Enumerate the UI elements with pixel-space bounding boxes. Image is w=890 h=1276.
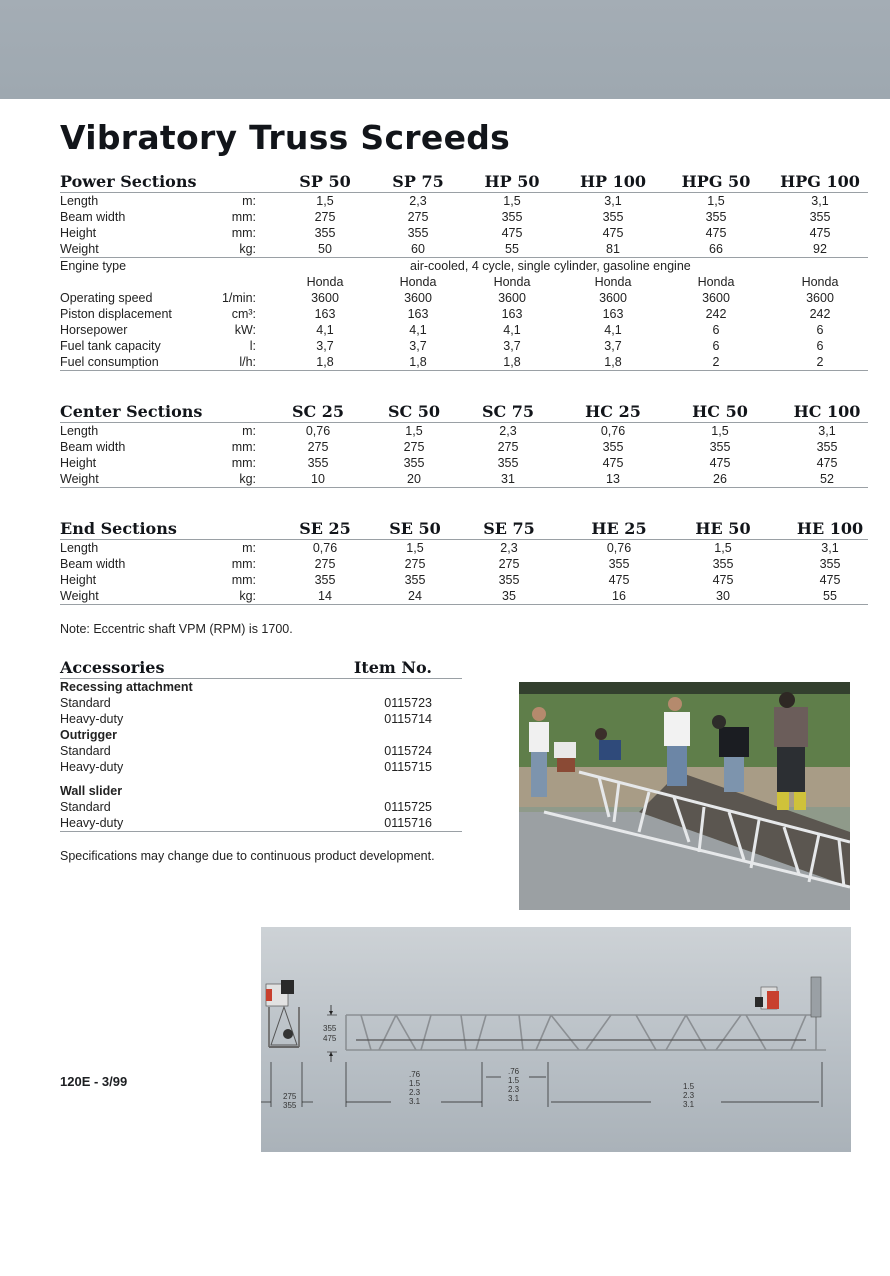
cell: 6 xyxy=(712,339,720,353)
table-row xyxy=(60,225,868,241)
row-unit: kW: xyxy=(234,323,256,337)
table-row xyxy=(60,322,868,338)
table-header xyxy=(60,170,868,193)
cell: 355 xyxy=(602,210,624,224)
segment-label: 2.3 xyxy=(409,1088,421,1097)
cell: 92 xyxy=(813,242,827,256)
engine-type-value: air-cooled, 4 cycle, single cylinder, gasoline engine xyxy=(410,259,691,273)
segment-label: 3.1 xyxy=(683,1100,695,1109)
cell: 3,7 xyxy=(604,339,622,353)
cell: 1,8 xyxy=(503,355,521,369)
cell: 3,1 xyxy=(811,194,829,208)
model-heading: SP 50 xyxy=(299,172,351,191)
table-row xyxy=(60,193,868,209)
item-number: 0115723 xyxy=(384,696,432,710)
model-heading: HC 25 xyxy=(585,402,641,421)
model-heading: HE 100 xyxy=(796,519,864,538)
power-sections-table xyxy=(60,170,868,371)
cell: 355 xyxy=(705,210,727,224)
center-rows xyxy=(60,423,868,488)
cell: 275 xyxy=(497,440,519,454)
table-row xyxy=(60,556,868,572)
cell: 275 xyxy=(307,440,329,454)
cell: 6 xyxy=(712,323,720,337)
page-title: Vibratory Truss Screeds xyxy=(60,118,511,157)
cell: 0,76 xyxy=(600,424,626,438)
cell: 475 xyxy=(819,573,841,587)
cell: 4,1 xyxy=(604,323,622,337)
cell: 14 xyxy=(318,589,332,603)
cell: 163 xyxy=(602,307,624,321)
cell: 1,5 xyxy=(316,194,334,208)
row-unit: m: xyxy=(242,194,256,208)
cell: 475 xyxy=(705,226,727,240)
cell: 242 xyxy=(705,307,727,321)
list-item xyxy=(60,759,462,775)
cell: 3600 xyxy=(599,291,627,305)
cell: 3,7 xyxy=(503,339,521,353)
model-heading: HC 100 xyxy=(793,402,861,421)
cell: 275 xyxy=(314,557,336,571)
cell: 275 xyxy=(314,210,336,224)
cell: 475 xyxy=(712,573,734,587)
list-item xyxy=(60,743,462,759)
accessories-heading: Accessories xyxy=(60,658,165,677)
cell: 1,5 xyxy=(707,194,725,208)
document-code: 120E - 3/99 xyxy=(60,1074,128,1089)
segment-label: 2.3 xyxy=(683,1091,695,1100)
cell: 163 xyxy=(501,307,523,321)
model-heading: HPG 50 xyxy=(681,172,751,191)
cell: 3600 xyxy=(311,291,339,305)
item-number: 0115725 xyxy=(384,800,432,814)
item-label: Standard xyxy=(60,696,111,710)
list-item xyxy=(60,695,462,711)
row-label: Height xyxy=(60,573,97,587)
row-unit: mm: xyxy=(231,210,256,224)
row-label: Operating speed xyxy=(60,291,153,305)
cell: 242 xyxy=(809,307,831,321)
segment-label: 1.5 xyxy=(409,1079,421,1088)
cell: Honda xyxy=(697,275,735,289)
table-row xyxy=(60,471,868,487)
cell: 3,1 xyxy=(818,424,836,438)
cell: 3,1 xyxy=(821,541,839,555)
cell: Honda xyxy=(594,275,632,289)
section-heading: Center Sections xyxy=(60,402,203,421)
item-number: 0115724 xyxy=(384,744,432,758)
section-heading: Power Sections xyxy=(60,172,197,191)
cell: 355 xyxy=(497,456,519,470)
cell: 0,76 xyxy=(606,541,632,555)
cell: 4,1 xyxy=(316,323,334,337)
row-label: Weight xyxy=(60,589,99,603)
item-number: 0115714 xyxy=(384,712,432,726)
section-heading: End Sections xyxy=(60,519,177,538)
cell: 6 xyxy=(816,339,824,353)
cell: 355 xyxy=(709,440,731,454)
model-heading: HPG 100 xyxy=(780,172,860,191)
cell: 163 xyxy=(407,307,429,321)
cell: 60 xyxy=(411,242,425,256)
table-row xyxy=(60,274,868,290)
cell: 475 xyxy=(602,226,624,240)
cell: 355 xyxy=(314,573,336,587)
cell: 55 xyxy=(505,242,519,256)
cell: 4,1 xyxy=(503,323,521,337)
cell: 355 xyxy=(809,210,831,224)
cell: 355 xyxy=(403,456,425,470)
cell: 275 xyxy=(498,557,520,571)
table-row xyxy=(60,241,868,257)
cell: 163 xyxy=(314,307,336,321)
cell: 1,8 xyxy=(409,355,427,369)
accessory-group: Wall slider xyxy=(60,784,123,798)
model-heading: HP 100 xyxy=(579,172,647,191)
item-no-heading: Item No. xyxy=(353,658,432,677)
row-label: Fuel consumption xyxy=(60,355,159,369)
list-item xyxy=(60,711,462,727)
row-label: Weight xyxy=(60,472,99,486)
cell: 50 xyxy=(318,242,332,256)
cell: 355 xyxy=(404,573,426,587)
row-unit: mm: xyxy=(231,573,256,587)
cell: 1,5 xyxy=(503,194,521,208)
height-label: 355 xyxy=(323,1024,337,1033)
table-header xyxy=(60,517,868,540)
screed-work-photo xyxy=(519,682,850,910)
cell: 275 xyxy=(404,557,426,571)
row-unit: cm³: xyxy=(231,307,256,321)
row-label: Beam width xyxy=(60,210,126,224)
accessories-list xyxy=(60,679,462,832)
cell: 16 xyxy=(612,589,626,603)
cell: 13 xyxy=(606,472,620,486)
cell: 1,5 xyxy=(711,424,729,438)
spec-notice: Specifications may change due to continuous product development. xyxy=(60,849,435,863)
cell: 475 xyxy=(608,573,630,587)
cell: 2,3 xyxy=(500,541,518,555)
cell: 0,76 xyxy=(312,541,338,555)
cell: Honda xyxy=(801,275,839,289)
row-unit: 1/min: xyxy=(221,291,256,305)
cell: 3600 xyxy=(404,291,432,305)
cell: 52 xyxy=(820,472,834,486)
side-view xyxy=(266,980,299,1047)
cell: 81 xyxy=(606,242,620,256)
item-label: Heavy-duty xyxy=(60,760,124,774)
cell: Honda xyxy=(399,275,437,289)
cell: 3,1 xyxy=(604,194,622,208)
table-row xyxy=(60,338,868,354)
item-label: Heavy-duty xyxy=(60,816,124,830)
row-label: Length xyxy=(60,424,99,438)
cell: 1,5 xyxy=(405,424,423,438)
cell: 2,3 xyxy=(409,194,427,208)
cell: 55 xyxy=(823,589,837,603)
cell: 355 xyxy=(608,557,630,571)
row-label: Fuel tank capacity xyxy=(60,339,161,353)
product-photo xyxy=(519,682,850,910)
cell: 2,3 xyxy=(499,424,517,438)
model-heading: SE 25 xyxy=(299,519,351,538)
item-label: Heavy-duty xyxy=(60,712,124,726)
row-unit: kg: xyxy=(239,589,256,603)
header-band xyxy=(0,0,890,99)
engine-rows xyxy=(60,258,868,371)
cell: 475 xyxy=(709,456,731,470)
model-heading: SC 75 xyxy=(481,402,535,421)
table-header xyxy=(60,400,868,423)
cell: 355 xyxy=(498,573,520,587)
table-row xyxy=(60,209,868,225)
cell: 475 xyxy=(809,226,831,240)
cell: 355 xyxy=(602,440,624,454)
cell: 2 xyxy=(816,355,824,369)
end-sections-table xyxy=(60,517,868,605)
table-row xyxy=(60,572,868,588)
cell: 1,5 xyxy=(406,541,424,555)
cell: 30 xyxy=(716,589,730,603)
rpm-note: Note: Eccentric shaft VPM (RPM) is 1700. xyxy=(60,622,293,636)
row-label: Piston displacement xyxy=(60,307,172,321)
cell: Honda xyxy=(493,275,531,289)
row-unit: mm: xyxy=(231,557,256,571)
cell: 1,8 xyxy=(316,355,334,369)
row-label: Weight xyxy=(60,242,99,256)
table-row xyxy=(60,258,868,274)
segment-label: 3.1 xyxy=(508,1094,520,1103)
row-unit: kg: xyxy=(239,242,256,256)
row-label: Horsepower xyxy=(60,323,128,337)
cell: 355 xyxy=(712,557,734,571)
cell: 10 xyxy=(311,472,325,486)
row-label: Height xyxy=(60,456,97,470)
cell: 31 xyxy=(501,472,515,486)
row-label: Engine type xyxy=(60,259,127,273)
segment-label: 2.3 xyxy=(508,1085,520,1094)
width-label: 275 xyxy=(283,1092,297,1101)
row-label: Height xyxy=(60,226,97,240)
model-heading: SE 50 xyxy=(389,519,441,538)
cell: 355 xyxy=(816,440,838,454)
row-unit: mm: xyxy=(231,440,256,454)
dimension-diagram xyxy=(261,927,851,1152)
cell: 1,8 xyxy=(604,355,622,369)
row-unit: mm: xyxy=(231,456,256,470)
row-unit: m: xyxy=(242,541,256,555)
row-label: Length xyxy=(60,541,99,555)
item-label: Standard xyxy=(60,800,111,814)
segment-label: .76 xyxy=(508,1067,520,1076)
cell: 3,7 xyxy=(316,339,334,353)
table-row xyxy=(60,455,868,471)
table-row xyxy=(60,439,868,455)
row-unit: mm: xyxy=(231,226,256,240)
segment-label: .76 xyxy=(409,1070,421,1079)
cell: 355 xyxy=(314,226,336,240)
table-row xyxy=(60,306,868,322)
cell: 3,7 xyxy=(409,339,427,353)
list-item xyxy=(60,799,462,815)
center-sections-table xyxy=(60,400,868,488)
cell: 3600 xyxy=(498,291,526,305)
cell: 275 xyxy=(407,210,429,224)
cell: 3600 xyxy=(806,291,834,305)
cell: 1,5 xyxy=(714,541,732,555)
cell: 2 xyxy=(712,355,720,369)
model-heading: SP 75 xyxy=(392,172,444,191)
segment-label: 3.1 xyxy=(409,1097,421,1106)
table-header xyxy=(60,656,462,679)
cell: 3600 xyxy=(702,291,730,305)
accessory-group: Recessing attachment xyxy=(60,680,193,694)
item-label: Standard xyxy=(60,744,111,758)
row-label: Beam width xyxy=(60,440,126,454)
table-row xyxy=(60,588,868,604)
row-unit: kg: xyxy=(239,472,256,486)
list-item xyxy=(60,815,462,831)
end-rows xyxy=(60,540,868,605)
model-heading: HE 50 xyxy=(695,519,751,538)
cell: 6 xyxy=(816,323,824,337)
cell: 355 xyxy=(501,210,523,224)
row-unit: l: xyxy=(249,339,256,353)
row-label: Length xyxy=(60,194,99,208)
cell: 35 xyxy=(502,589,516,603)
cell: 26 xyxy=(713,472,727,486)
accessory-group: Outrigger xyxy=(60,728,117,742)
cell: 475 xyxy=(602,456,624,470)
dimension-rows xyxy=(60,193,868,258)
cell: 66 xyxy=(709,242,723,256)
cell: Honda xyxy=(306,275,344,289)
table-row xyxy=(60,423,868,439)
truss-screed-drawing xyxy=(261,927,851,1152)
item-number: 0115715 xyxy=(384,760,432,774)
model-heading: HP 50 xyxy=(484,172,540,191)
segment-label: 1.5 xyxy=(508,1076,520,1085)
item-number: 0115716 xyxy=(384,816,432,830)
height-label: 475 xyxy=(323,1034,337,1043)
row-unit: l/h: xyxy=(239,355,256,369)
segment-label: 1.5 xyxy=(683,1082,695,1091)
cell: 0,76 xyxy=(305,424,331,438)
row-unit: m: xyxy=(242,424,256,438)
row-label: Beam width xyxy=(60,557,126,571)
cell: 275 xyxy=(403,440,425,454)
cell: 4,1 xyxy=(409,323,427,337)
table-row xyxy=(60,540,868,556)
model-heading: HE 25 xyxy=(591,519,647,538)
model-heading: HC 50 xyxy=(692,402,748,421)
cell: 475 xyxy=(501,226,523,240)
table-row xyxy=(60,290,868,306)
table-row xyxy=(60,354,868,370)
accessories-table xyxy=(60,656,462,832)
model-heading: SC 25 xyxy=(291,402,345,421)
cell: 355 xyxy=(407,226,429,240)
cell: 355 xyxy=(307,456,329,470)
cell: 355 xyxy=(819,557,841,571)
cell: 20 xyxy=(407,472,421,486)
cell: 475 xyxy=(816,456,838,470)
cell: 24 xyxy=(408,589,422,603)
model-heading: SE 75 xyxy=(483,519,535,538)
model-heading: SC 50 xyxy=(387,402,441,421)
width-label: 355 xyxy=(283,1101,297,1110)
